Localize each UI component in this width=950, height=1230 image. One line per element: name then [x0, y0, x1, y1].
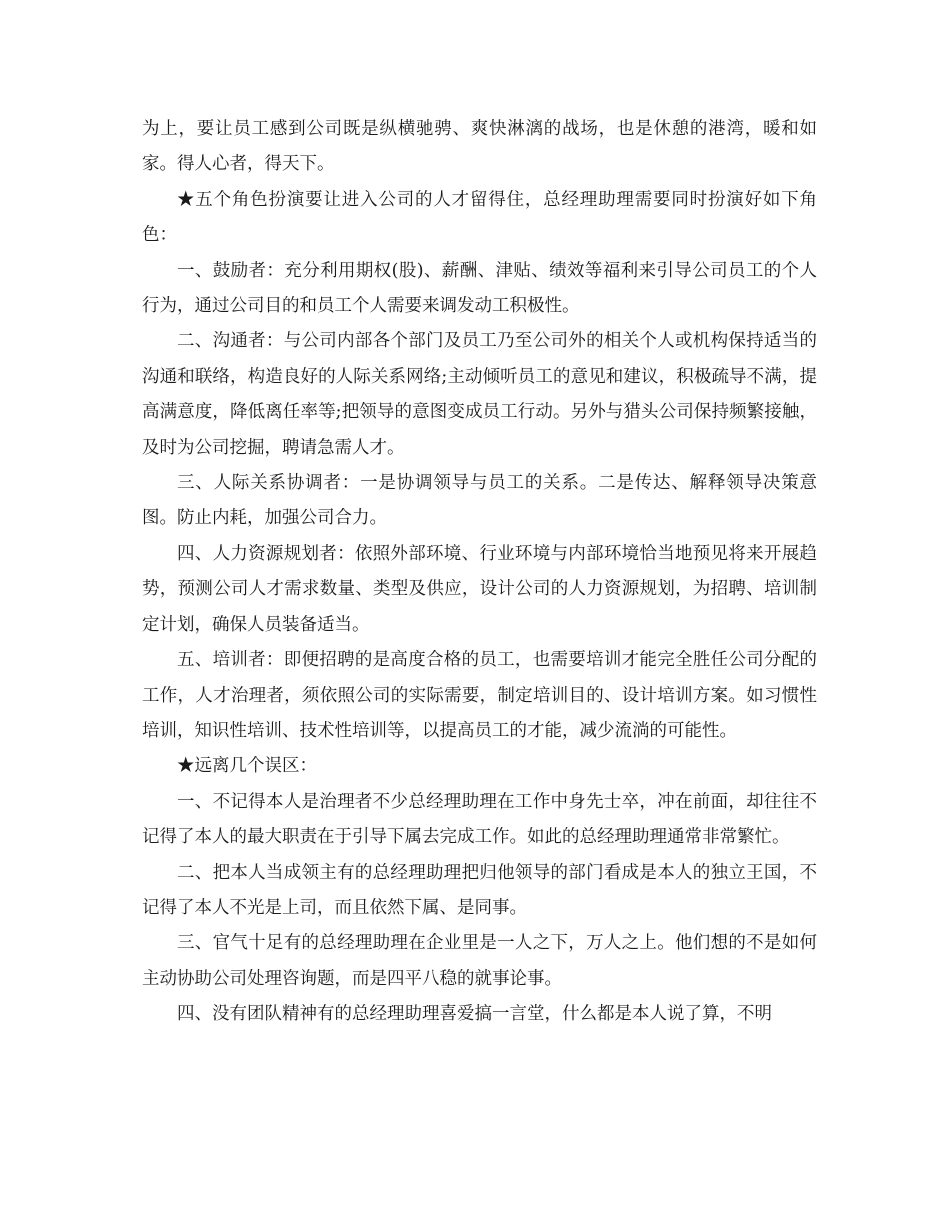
paragraph-12: 四、没有团队精神有的总经理助理喜爱搞一言堂，什么都是本人说了算，不明 — [177, 1004, 772, 1025]
paragraph-8: ★远离几个误区： — [177, 756, 317, 777]
paragraph-2: ★五个角色扮演要让进入公司的人才留得住，总经理助理需要同时扮演好如下角色： — [142, 189, 817, 246]
paragraph-1: 为上，要让员工感到公司既是纵横驰骋、爽快淋漓的战场，也是休憩的港湾，暖和如家。得人心者，得天下。 — [142, 119, 817, 175]
paragraph-3: 一、鼓励者：充分利用期权(股)、薪酬、津贴、绩效等福利来引导公司员工的个人行为，通过公司目的和员工个人需要来调发动工积极性。 — [142, 260, 817, 317]
paragraph-4: 二、沟通者：与公司内部各个部门及员工乃至公司外的相关个人或机构保持适当的沟通和联络，构造良好的人际关系网络;主动倾听员工的意见和建议，积极疏导不满，提高满意度，降低离任率等;把领导的意图变成员工行动。另外与猎头公司保持频繁接触，及时为公司挖掘，聘请急需人才。 — [142, 331, 817, 458]
paragraph-11: 三、官气十足有的总经理助理在企业里是一人之下，万人之上。他们想的不是如何主动协助公司处理咨询题，而是四平八稳的就事论事。 — [142, 933, 817, 989]
paragraph-10: 二、把本人当成领主有的总经理助理把归他领导的部门看成是本人的独立王国，不记得了本人不光是上司，而且依然下属、是同事。 — [142, 862, 817, 918]
document-body — [142, 112, 817, 1033]
paragraph-9: 一、不记得本人是治理者不少总经理助理在工作中身先士卒，冲在前面，却往往不记得了本人的最大职责在于引导下属去完成工作。如此的总经理助理通常非常繁忙。 — [142, 791, 817, 848]
paragraph-5: 三、人际关系协调者：一是协调领导与员工的关系。二是传达、解释领导决策意图。防止内耗，加强公司合力。 — [142, 473, 817, 529]
paragraph-6: 四、人力资源规划者：依照外部环境、行业环境与内部环境恰当地预见将来开展趋势，预测公司人才需求数量、类型及供应，设计公司的人力资源规划，为招聘、培训制定计划，确保人员装备适当。 — [142, 543, 817, 635]
paragraph-7: 五、培训者：即便招聘的是高度合格的员工，也需要培训才能完全胜任公司分配的工作，人才治理者，须依照公司的实际需要，制定培训目的、设计培训方案。如习惯性培训，知识性培训、技术性培训等，以提高员工的才能，减少流淌的可能性。 — [142, 650, 817, 741]
